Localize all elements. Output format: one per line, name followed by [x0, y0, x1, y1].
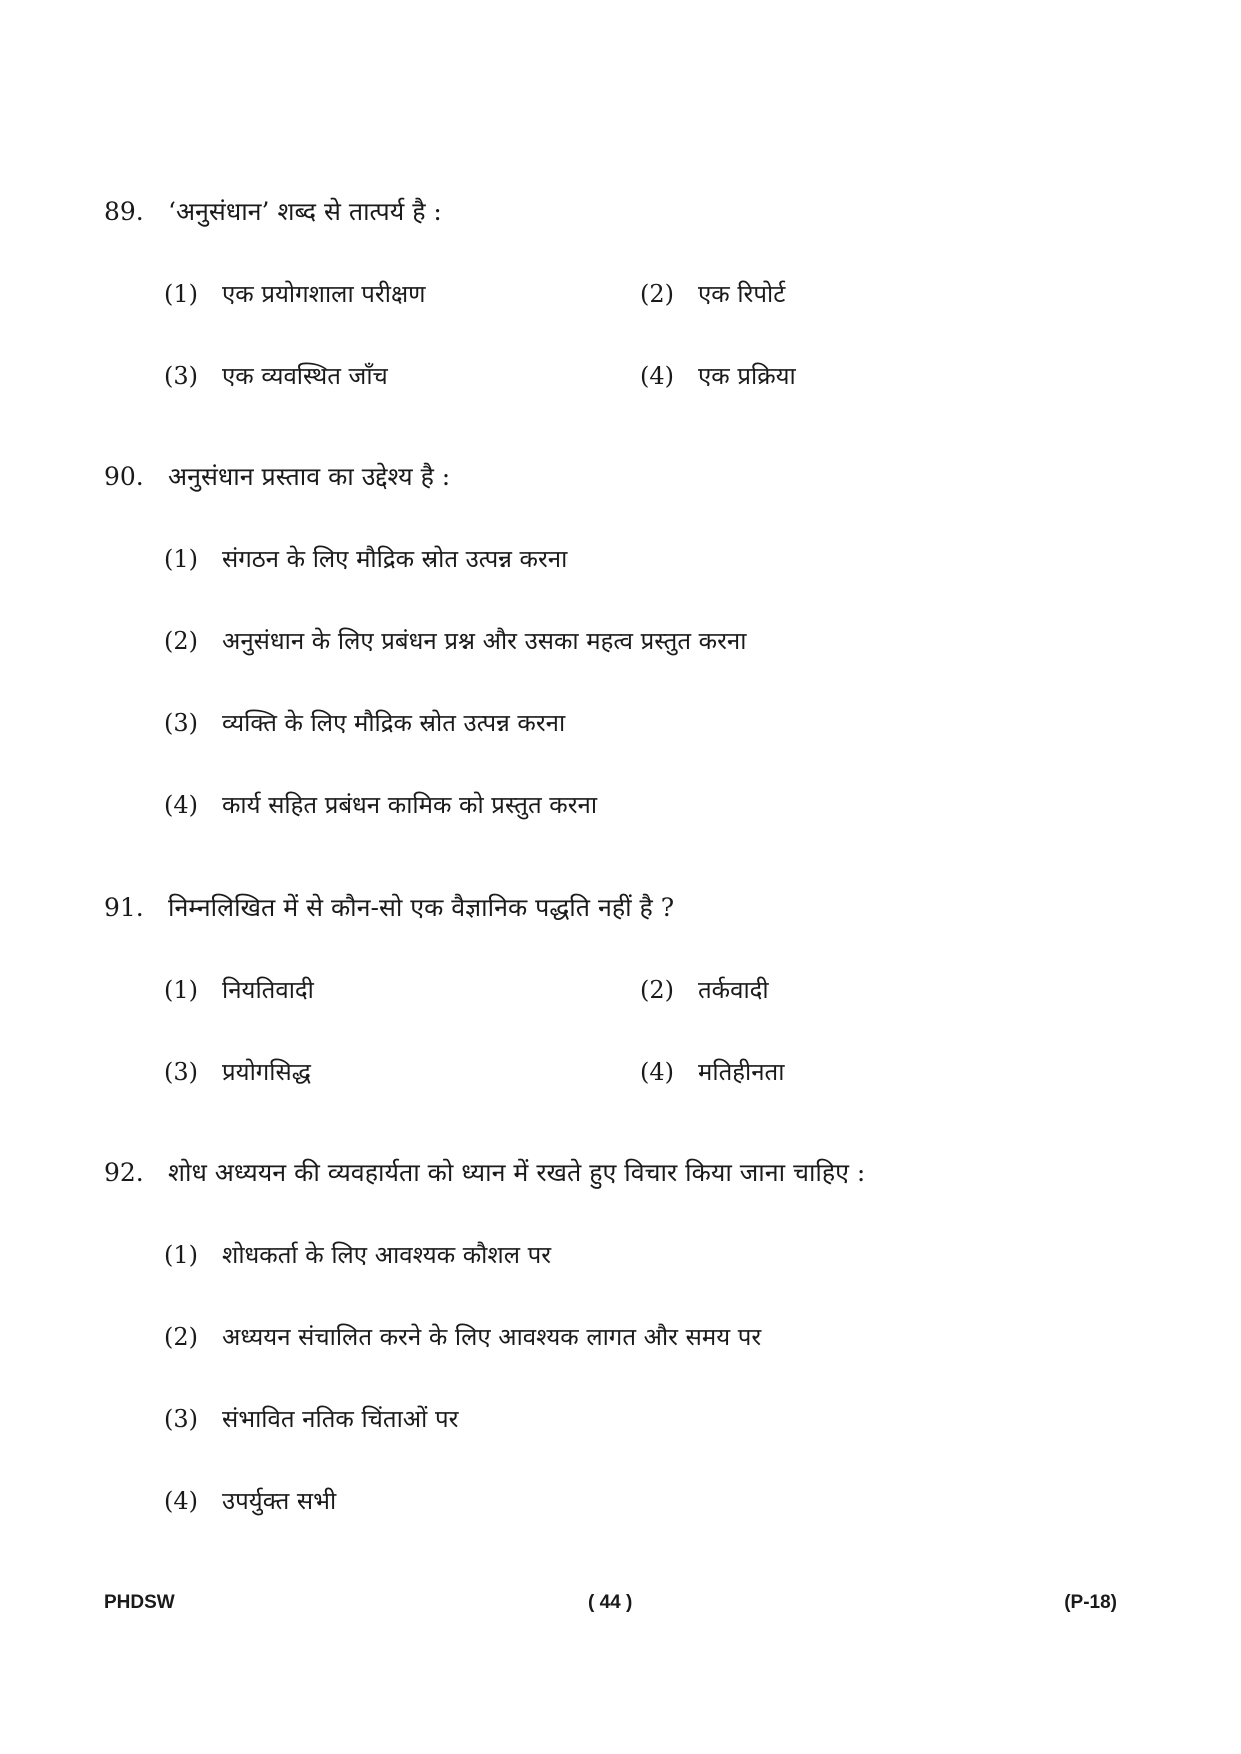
option-text: एक प्रक्रिया [698, 362, 796, 390]
question-90 [104, 457, 1134, 819]
option-label: (4) [640, 1058, 674, 1086]
option-3 [164, 705, 565, 741]
question-number: 90. [104, 462, 144, 491]
question-89 [104, 192, 1134, 390]
option-3 [164, 1401, 458, 1437]
option-text: एक रिपोर्ट [698, 280, 786, 308]
question-text: निम्नलिखित में से कौन-सो एक वैज्ञानिक पद्धति नहीं है ? [168, 893, 675, 922]
option-4 [164, 787, 597, 823]
question-91 [104, 888, 1134, 1086]
question-number: 91. [104, 893, 144, 922]
option-text: अनुसंधान के लिए प्रबंधन प्रश्न और उसका महत्व प्रस्तुत करना [222, 627, 747, 655]
option-label: (2) [640, 976, 674, 1004]
option-text: उपर्युक्त सभी [222, 1487, 337, 1515]
option-label: (1) [164, 1241, 198, 1269]
option-text: कार्य सहित प्रबंधन कामिक को प्रस्तुत करना [222, 791, 598, 819]
question-stem [104, 192, 1134, 232]
option-4 [640, 1054, 784, 1090]
option-label: (1) [164, 976, 198, 1004]
option-label: (1) [164, 545, 198, 573]
footer-series: (P-18) [1064, 1592, 1117, 1613]
option-label: (2) [640, 280, 674, 308]
option-label: (3) [164, 1058, 198, 1086]
option-text: प्रयोगसिद्ध [222, 1058, 311, 1086]
option-3 [164, 1054, 311, 1090]
option-3 [164, 358, 388, 394]
option-1 [164, 1237, 551, 1273]
question-text: ‘अनुसंधान’ शब्द से तात्पर्य है : [168, 197, 442, 226]
option-1 [164, 972, 314, 1008]
option-text: शोधकर्ता के लिए आवश्यक कौशल पर [222, 1241, 552, 1269]
option-label: (4) [640, 362, 674, 390]
question-number: 92. [104, 1158, 144, 1187]
option-text: व्यक्ति के लिए मौद्रिक स्रोत उत्पन्न करना [222, 709, 566, 737]
question-stem [104, 888, 1134, 928]
question-text: शोध अध्ययन की व्यवहार्यता को ध्यान में रखते हुए विचार किया जाना चाहिए : [168, 1158, 866, 1187]
option-2 [164, 623, 746, 659]
question-stem [104, 457, 1134, 497]
option-label: (1) [164, 280, 198, 308]
option-2 [164, 1319, 761, 1355]
option-label: (3) [164, 1405, 198, 1433]
option-label: (3) [164, 362, 198, 390]
option-2 [640, 276, 785, 312]
option-text: अध्ययन संचालित करने के लिए आवश्यक लागत और समय पर [222, 1323, 762, 1351]
option-2 [640, 972, 769, 1008]
question-92 [104, 1153, 1134, 1515]
option-text: संभावित नतिक चिंताओं पर [222, 1405, 459, 1433]
option-1 [164, 541, 567, 577]
footer-code: PHDSW [104, 1592, 175, 1613]
option-1 [164, 276, 426, 312]
option-text: एक व्यवस्थित जाँच [222, 362, 388, 390]
option-4 [164, 1483, 336, 1519]
option-label: (2) [164, 1323, 198, 1351]
option-text: मतिहीनता [698, 1058, 785, 1086]
option-text: एक प्रयोगशाला परीक्षण [222, 280, 426, 308]
question-text: अनुसंधान प्रस्ताव का उद्देश्य है : [168, 462, 451, 491]
option-label: (2) [164, 627, 198, 655]
option-label: (4) [164, 791, 198, 819]
option-label: (3) [164, 709, 198, 737]
option-text: संगठन के लिए मौद्रिक स्रोत उत्पन्न करना [222, 545, 568, 573]
page-number: ( 44 ) [588, 1592, 633, 1613]
question-number: 89. [104, 197, 144, 226]
option-text: तर्कवादी [698, 976, 769, 1004]
question-stem [104, 1153, 1134, 1193]
option-label: (4) [164, 1487, 198, 1515]
option-text: नियतिवादी [222, 976, 314, 1004]
option-4 [640, 358, 796, 394]
